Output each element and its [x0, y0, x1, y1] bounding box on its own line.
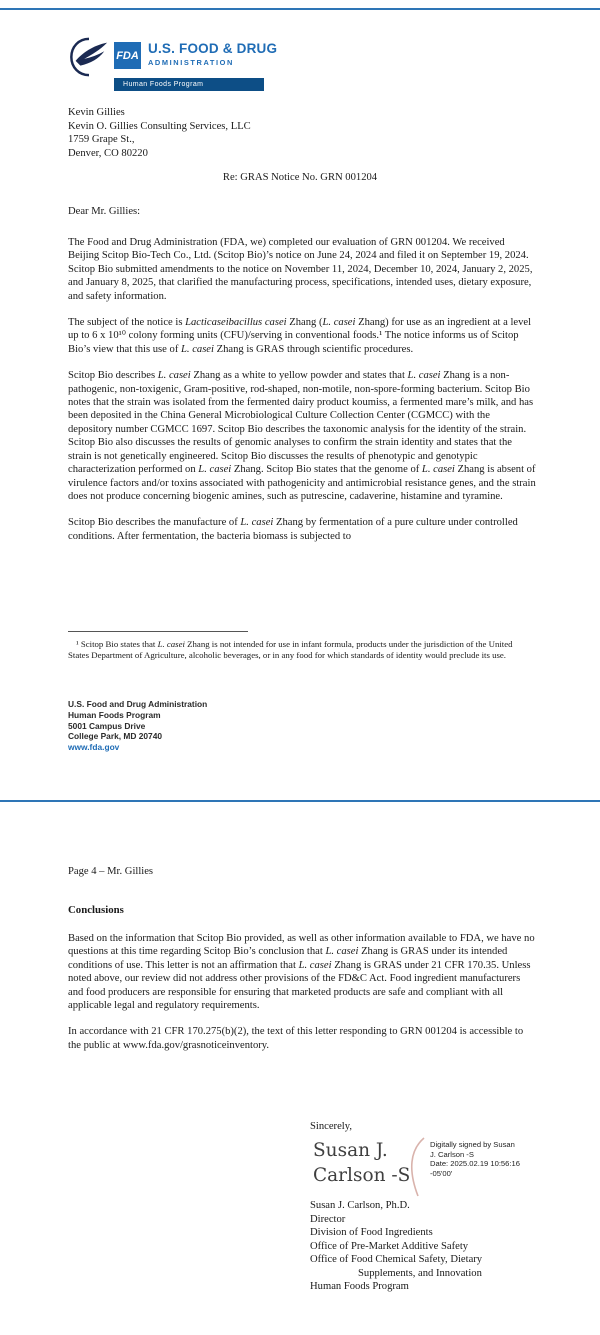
- signer-line: Office of Pre-Market Additive Safety: [310, 1240, 469, 1252]
- body-paragraph: The Food and Drug Administration (FDA, we) completed our evaluation of GRN 001204. We received Beijing Scitop Bio-Tech Co., Ltd. (Scitop Bio)’s notice on June 24, 2024 and filed it on September 19, 2024. Scitop Bio submitted amendments to the notice on November 11, 2024, December 10, 2024, January 2, 2025, and January 8, 2025, that clarified the manufacturing process, specifications, intended uses, dietary exposure, and safety information.: [68, 237, 533, 302]
- body-paragraph: The subject of the notice is Lacticaseibacillus casei Zhang (L. casei Zhang) for use as an ingredient at a level up to 6 x 10¹⁰ colony forming units (CFU)/serving in conventional foods.¹ The notice informs us of Scitop Bio’s view that this use of L. casei Zhang is GRAS through scientific procedures.: [68, 317, 532, 355]
- agency-name: U.S. FOOD & DRUG: [148, 41, 278, 56]
- footer-line: U.S. Food and Drug Administration: [68, 699, 208, 709]
- agency-name-block: [148, 41, 277, 67]
- salutation: Dear Mr. Gillies:: [68, 206, 141, 217]
- footer-line: College Park, MD 20740: [68, 731, 163, 742]
- recipient-line: Kevin Gillies: [68, 107, 125, 118]
- signer-line: Division of Food Ingredients: [310, 1227, 433, 1238]
- footer-line: Human Foods Program: [68, 709, 161, 720]
- signature-name-line: Susan J.: [313, 1140, 388, 1161]
- program-banner: Human Foods Program: [114, 78, 264, 91]
- fda-logo-icon: [114, 42, 141, 69]
- top-divider: [0, 8, 600, 10]
- closing: Sincerely,: [310, 1121, 352, 1132]
- body-paragraph: Based on the information that Scitop Bio provided, as well as other information available to FDA, we have no questions at this time regarding Scitop Bio’s conclusion that L. casei Zhang is GRAS under its intended conditions of use. This letter is not an affirmation that L. casei Zhang is GRAS under 21 CFR 170.35. Unless noted above, our review did not address other provisions of the FD&C Act. Food ingredient manufacturers and food producers are responsible for ensuring that marketed products are safe and compliant with all applicable legal and regulatory requirements.: [68, 933, 535, 1012]
- footnote: ¹ Scitop Bio states that L. casei Zhang is not intended for use in infant formula, products under the jurisdiction of the United States Department of Agriculture, alcoholic beverages, or in any food for which standards of identity would preclude its use.: [68, 639, 513, 660]
- footnote-divider: [68, 631, 248, 632]
- digital-signature-name[interactable]: [313, 1138, 410, 1188]
- fda-acronym: FDA: [116, 49, 139, 62]
- recipient-line: 1759 Grape St.,: [68, 134, 135, 145]
- signature-detail-line: -05'00': [430, 1168, 453, 1178]
- page-divider: [0, 800, 600, 802]
- fda-letterhead: [68, 34, 328, 96]
- recipient-line: Kevin O. Gillies Consulting Services, LLC: [68, 120, 251, 132]
- signer-block: [310, 1199, 482, 1294]
- signer-line: Supplements, and Innovation: [358, 1267, 482, 1279]
- footer-line: 5001 Campus Drive: [68, 720, 146, 731]
- subject-line: Re: GRAS Notice No. GRN 001204: [222, 172, 378, 183]
- signer-line: Susan J. Carlson, Ph.D.: [310, 1200, 410, 1211]
- fda-gov-link[interactable]: www.fda.gov: [68, 742, 120, 753]
- signature-detail-line: J. Carlson -S: [430, 1149, 474, 1159]
- signer-line: Office of Food Chemical Safety, Dietary: [310, 1254, 483, 1265]
- signature-name-line: Carlson -S: [313, 1165, 411, 1186]
- agency-subname: ADMINISTRATION: [148, 58, 234, 67]
- letter-body: [68, 236, 537, 556]
- signer-line: Human Foods Program: [310, 1281, 409, 1292]
- hhs-eagle-icon: [68, 36, 110, 78]
- body-paragraph: In accordance with 21 CFR 170.275(b)(2), the text of this letter responding to GRN 001204 is accessible to the public at www.fda.gov/grasnoticeinventory.: [68, 1026, 524, 1051]
- body-paragraph: Scitop Bio describes L. casei Zhang as a white to yellow powder and states that L. casei Zhang is a non-pathogenic, non-toxigenic, Gram-positive, rod-shaped, non-motile, non-spore-forming bacterium. Scitop Bio notes that the strain was isolated from the fermented dairy product koumiss, a fermented mare’s milk, and has been deposited in the China General Microbiological Culture Collection Center (CGMCC) with the depository number CGMCC 1697. Scitop Bio describes the taxonomic analysis for the identity of the strain. Scitop Bio also discusses the results of genomic analyses to confirm the strain identity and states that the strain is not genetically engineered. Scitop Bio discusses the results of phenotypic and genotypic characterization performed on L. casei Zhang. Scitop Bio states that the genome of L. casei Zhang is absent of virulence factors and/or toxins associated with pathogenicity and antimicrobial resistance genes, and the strain does not produce concerning biogenic amines, such as putrescine, cadaverine, histamine and tyramine.: [68, 370, 536, 502]
- recipient-address: [68, 106, 251, 160]
- signature-flourish-icon: [404, 1136, 430, 1198]
- agency-footer: [68, 699, 207, 753]
- conclusions-heading: Conclusions: [68, 904, 124, 916]
- signer-line: Director: [310, 1213, 346, 1225]
- recipient-line: Denver, CO 80220: [68, 147, 148, 159]
- digital-signature-details: [430, 1140, 542, 1178]
- signature-detail-line: Date: 2025.02.19 10:56:16: [430, 1159, 520, 1169]
- conclusions-body: [68, 932, 537, 1065]
- footer-address: [68, 699, 207, 742]
- signature-detail-line: Digitally signed by Susan: [430, 1140, 515, 1149]
- page-header: Page 4 – Mr. Gillies: [68, 866, 154, 877]
- body-paragraph: Scitop Bio describes the manufacture of L. casei Zhang by fermentation of a pure culture under controlled conditions. After fermentation, the bacteria biomass is subjected to: [68, 517, 518, 542]
